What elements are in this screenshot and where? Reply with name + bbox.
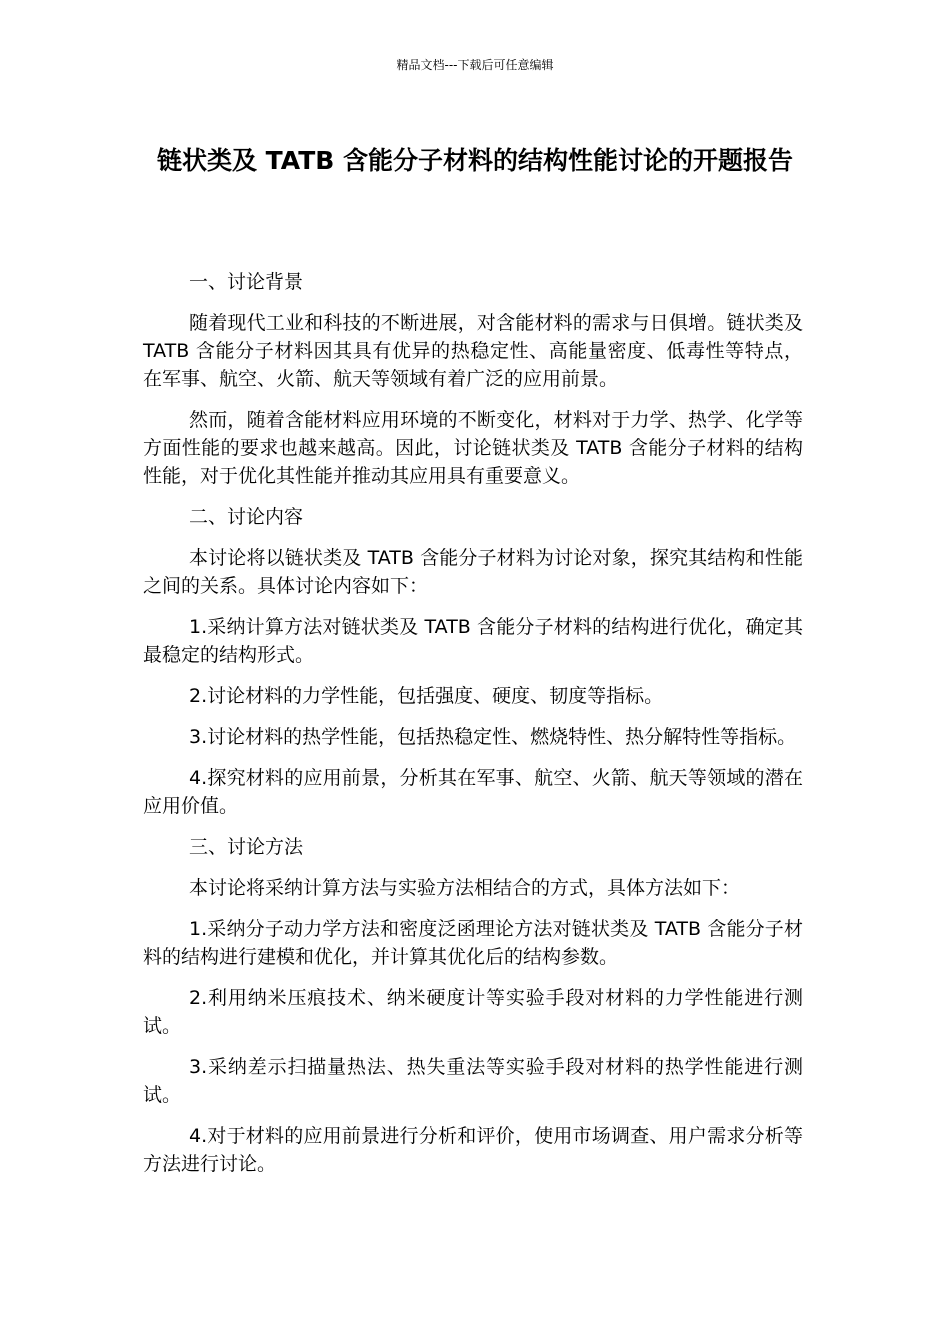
list-item: 4.探究材料的应用前景，分析其在军事、航空、火箭、航天等领域的潜在应用价值。 xyxy=(143,767,803,817)
list-item: 1.采纳计算方法对链状类及 TATB 含能分子材料的结构进行优化，确定其最稳定的结构形式。 xyxy=(143,616,803,666)
page-header: 精品文档---下载后可任意编辑 xyxy=(396,58,554,72)
list-item: 4.对于材料的应用前景进行分析和评价，使用市场调查、用户需求分析等方法进行讨论。 xyxy=(143,1125,803,1175)
paragraph: 随着现代工业和科技的不断进展，对含能材料的需求与日俱增。链状类及 TATB 含能分子材料因其具有优异的热稳定性、高能量密度、低毒性等特点，在军事、航空、火箭、航天等领域有着广泛的应用前景。 xyxy=(143,312,803,390)
document-title: 链状类及 TATB 含能分子材料的结构性能讨论的开题报告 xyxy=(156,146,794,175)
section-heading: 一、讨论背景 xyxy=(189,271,304,293)
document-body xyxy=(143,268,803,1191)
paragraph: 本讨论将以链状类及 TATB 含能分子材料为讨论对象，探究其结构和性能之间的关系。具体讨论内容如下： xyxy=(143,547,803,597)
list-item: 1.采纳分子动力学方法和密度泛函理论方法对链状类及 TATB 含能分子材料的结构进行建模和优化，并计算其优化后的结构参数。 xyxy=(143,918,803,968)
section-heading: 三、讨论方法 xyxy=(189,836,304,858)
paragraph: 本讨论将采纳计算方法与实验方法相结合的方式，具体方法如下： xyxy=(189,877,741,899)
list-item: 2.利用纳米压痕技术、纳米硬度计等实验手段对材料的力学性能进行测试。 xyxy=(143,987,803,1037)
paragraph: 然而，随着含能材料应用环境的不断变化，材料对于力学、热学、化学等方面性能的要求也越来越高。因此，讨论链状类及 TATB 含能分子材料的结构性能，对于优化其性能并推动其应用具有重要意义。 xyxy=(143,409,803,487)
list-item: 3.讨论材料的热学性能，包括热稳定性、燃烧特性、热分解特性等指标。 xyxy=(189,726,797,748)
list-item: 2.讨论材料的力学性能，包括强度、硬度、韧度等指标。 xyxy=(189,685,664,707)
section-heading: 二、讨论内容 xyxy=(189,506,304,528)
list-item: 3.采纳差示扫描量热法、热失重法等实验手段对材料的热学性能进行测试。 xyxy=(143,1056,803,1106)
